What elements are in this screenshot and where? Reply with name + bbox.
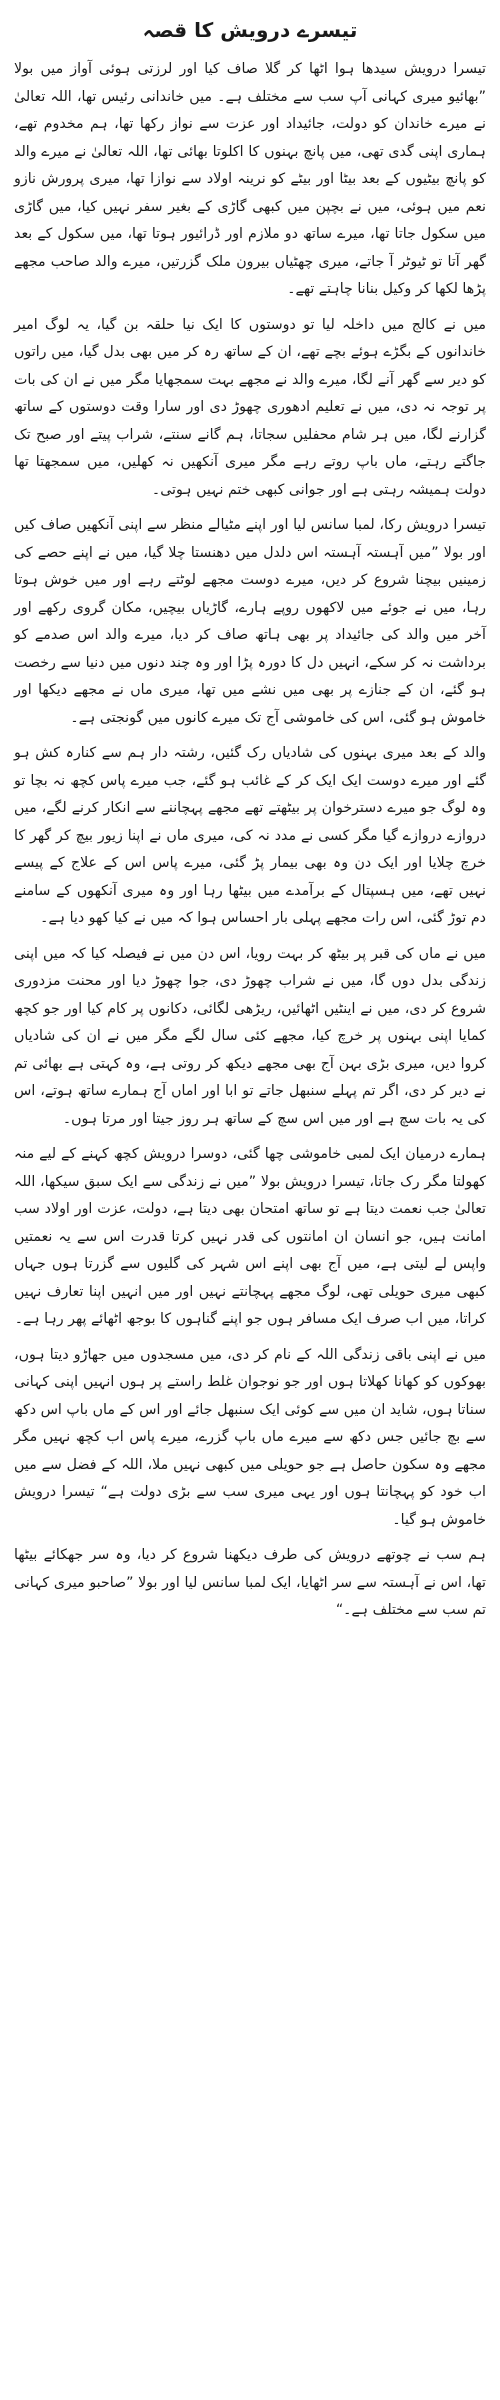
paragraph: ہمارے درمیان ایک لمبی خاموشی چھا گئی، دوسرا درویش کچھ کہنے کے لیے منہ کھولتا مگر رک جاتا، تیسرا درویش بولا ”میں نے زندگی سے ایک سبق سیکھا، اللہ تعالیٰ جب نعمت دیتا ہے تو ساتھ امتحان بھی دیتا ہے، دولت، عزت اور اولاد سب امانت ہیں، جو انسان ان امانتوں کی قدر نہیں کرتا قدرت اس سے یہ نعمتیں واپس لے لیتی ہے، میں آج بھی اپنے اس شہر کی گلیوں سے گزرتا ہوں جہاں کبھی میری حویلی تھی، لوگ مجھے پہچانتے نہیں اور میں انہیں اپنا تعارف نہیں کراتا، میں اب صرف ایک مسافر ہوں جو اپنے گناہوں کا بوجھ اٹھائے پھر رہا ہے۔ [14, 1146, 486, 1327]
paragraph: ہم سب نے چوتھے درویش کی طرف دیکھنا شروع کر دیا، وہ سر جھکائے بیٹھا تھا، اس نے آہستہ سے سر اٹھایا، ایک لمبا سانس لیا اور بولا ”صاحبو میری کہانی تم سب سے مختلف ہے۔“ [14, 1547, 486, 1618]
paragraph: میں نے کالج میں داخلہ لیا تو دوستوں کا ایک نیا حلقہ بن گیا، یہ لوگ امیر خاندانوں کے بگڑے ہوئے بچے تھے، ان کے ساتھ رہ کر میں بھی بدل گیا، میں راتوں کو دیر سے گھر آنے لگا، میرے والد نے مجھے بہت سمجھایا مگر میں نے ان کی بات پر توجہ نہ دی، میں نے تعلیم ادھوری چھوڑ دی اور سارا وقت دوستوں کے ساتھ گزارنے لگا، میں ہر شام محفلیں سجاتا، ہم گانے سنتے، شراب پیتے اور صبح تک جاگتے رہتے، ماں باپ روتے رہے مگر میری آنکھیں نہ کھلیں، میں سمجھتا تھا دولت ہمیشہ رہتی ہے اور جوانی کبھی ختم نہیں ہوتی۔ [14, 316, 486, 498]
paragraph: تیسرا درویش رکا، لمبا سانس لیا اور اپنے مٹیالے منظر سے اپنی آنکھیں صاف کیں اور بولا ”میں آہستہ آہستہ اس دلدل میں دھنستا چلا گیا، میں نے اپنے حصے کی زمینیں بیچنا شروع کر دیں، میرے دوست مجھے لوٹتے رہے اور میں خوش ہوتا رہا، میں نے جوئے میں لاکھوں روپے ہارے، گاڑیاں بیچیں، مکان گروی رکھے اور آخر میں والد کی جائیداد پر بھی ہاتھ صاف کر دیا، میرے والد اس صدمے کو برداشت نہ کر سکے، انہیں دل کا دورہ پڑا اور وہ چند دنوں میں دنیا سے رخصت ہو گئے، ان کے جنازے پر بھی میں نشے میں تھا، میری ماں نے مجھے دیکھا اور خاموش ہو گئی، اس کی خاموشی آج تک میرے کانوں میں گونجتی ہے۔ [14, 517, 486, 726]
article-body [14, 56, 486, 1625]
paragraph: تیسرا درویش سیدھا ہوا اٹھا کر گلا صاف کیا اور لرزتی ہوئی آواز میں بولا ”بھائیو میری کہانی آپ سب سے مختلف ہے۔ میں خاندانی رئیس تھا، اللہ تعالیٰ نے میرے خاندان کو دولت، جائیداد اور عزت سے نواز رکھا تھا، ہم مخدوم تھے، ہماری اپنی گدی تھی، میں پانچ بہنوں کا اکلوتا بھائی تھا، اللہ تعالیٰ نے میرے والد کو پانچ بیٹیوں کے بعد بیٹا اور بیٹے کو نرینہ اولاد سے نوازا تھا، میری پرورش نازو نعم میں ہوئی، میں نے بچپن میں کبھی گاڑی کے بغیر سفر نہیں کیا، میں گاڑی میں سکول جاتا تھا، میرے ساتھ دو ملازم اور ڈرائیور ہوتا تھا، میں سکول کے بعد گھر آتا تو ٹیوٹر آ جاتے، میری چھٹیاں بیرون ملک گزرتیں، میرے والد صاحب مجھے پڑھا لکھا کر وکیل بنانا چاہتے تھے۔ [14, 61, 486, 297]
paragraph: میں نے اپنی باقی زندگی اللہ کے نام کر دی، میں مسجدوں میں جھاڑو دیتا ہوں، بھوکوں کو کھانا کھلاتا ہوں اور جو نوجوان غلط راستے پر ہوں انہیں اپنی کہانی سناتا ہوں، شاید ان میں سے کوئی ایک سنبھل جائے اور اس کے ماں باپ اس دکھ سے بچ جائیں جس دکھ سے میرے ماں باپ گزرے، میرے پاس اب کچھ نہیں مگر مجھے وہ سکون حاصل ہے جو حویلی میں کبھی نہیں ملا، اللہ کے فضل سے میں اب خود کو پہچانتا ہوں اور یہی میری سب سے بڑی دولت ہے“ تیسرا درویش خاموش ہو گیا۔ [14, 1346, 486, 1528]
paragraph: والد کے بعد میری بہنوں کی شادیاں رک گئیں، رشتہ دار ہم سے کنارہ کش ہو گئے اور میرے دوست ایک ایک کر کے غائب ہو گئے، جب میرے پاس کچھ نہ بچا تو وہ لوگ جو میرے دسترخوان پر بیٹھتے تھے مجھے پہچاننے سے انکار کرنے لگے، میں دروازے دروازے گیا مگر کسی نے مدد نہ کی، میری ماں نے اپنا زیور بیچ کر گھر کا خرچ چلایا اور ایک دن وہ بھی بیمار پڑ گئی، میرے پاس اس کے علاج کے پیسے نہیں تھے، میں ہسپتال کے برآمدے میں بیٹھا رہا اور وہ میری آنکھوں کے سامنے دم توڑ گئی، اس رات مجھے پہلی بار احساس ہوا کہ میں نے کیا کھو دیا ہے۔ [14, 745, 486, 926]
paragraph: میں نے ماں کی قبر پر بیٹھ کر بہت رویا، اس دن میں نے فیصلہ کیا کہ میں اپنی زندگی بدل دوں گا، میں نے شراب چھوڑ دی، جوا چھوڑ دیا اور محنت مزدوری شروع کر دی، میں نے اینٹیں اٹھائیں، ریڑھی لگائی، دکانوں پر کام کیا اور جو کچھ کمایا اپنی بہنوں پر خرچ کیا، مجھے کئی سال لگے مگر میں نے ان کی شادیاں کروا دیں، میری بڑی بہن آج بھی مجھے دیکھ کر روتی ہے، وہ کہتی ہے بھائی تم نے دیر کر دی، اگر تم پہلے سنبھل جاتے تو ابا اور اماں آج ہمارے ساتھ ہوتے، اس کی یہ بات سچ ہے اور میں اس سچ کے ساتھ ہر روز جیتا اور مرتا ہوں۔ [14, 945, 486, 1127]
article-title: تیسرے درویش کا قصہ [142, 18, 358, 42]
